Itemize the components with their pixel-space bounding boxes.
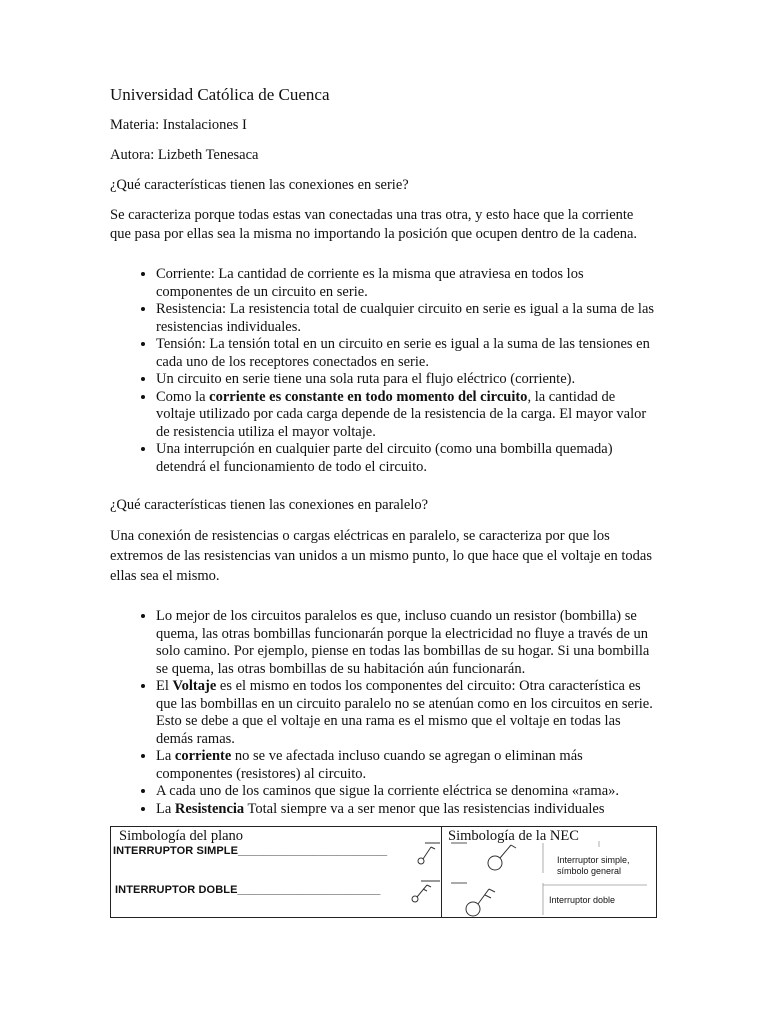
nec-simple-note-line2: símbolo general (557, 866, 622, 876)
nec-simple-note (557, 855, 630, 877)
paralelo-intro: Una conexión de resistencias o cargas eléctricas en paralelo, se caracteriza por que los extremos de las resistencias van unidos a un mismo punto, lo que hace que el voltaje en todas ellas sea el mismo. (110, 528, 653, 584)
list-item: • Lo mejor de los circuitos paralelos es que, incluso cuando un resistor (bombilla) se quema, las otras bombillas funcionarán porque la electricidad no fluye a través de un solo camino. Por ejemplo, piense en todas las bombillas de su hogar. Si una bombilla se quema, las otras bombillas de su habitación aún funcionarán. (156, 608, 656, 678)
nec-column-header: Simbología de la NEC (448, 828, 579, 844)
list-item: • Una interrupción en cualquier parte del circuito (como una bombilla quemada) detendrá el funcionamiento de todo el circuito. (156, 441, 656, 476)
paralelo-question: ¿Qué características tienen las conexiones en paralelo? (110, 497, 429, 513)
list-item: • La Resistencia Total siempre va a ser menor que las resistencias individuales (156, 801, 656, 819)
subject-line: Materia: Instalaciones I (110, 117, 247, 133)
double-switch-plan-icon (407, 879, 441, 909)
paralelo-bullet-list (110, 608, 656, 818)
nec-double-note: Interruptor doble (549, 895, 616, 905)
plan-column-header: Simbología del plano (119, 828, 244, 844)
symbol-table (110, 826, 657, 918)
institution-title: Universidad Católica de Cuenca (110, 85, 330, 104)
serie-question: ¿Qué características tienen las conexiones en serie? (110, 177, 409, 193)
list-item: • Resistencia: La resistencia total de cualquier circuito en serie es igual a la suma de las resistencias individuales. (156, 301, 656, 336)
list-item: • El Voltaje es el mismo en todos los componentes del circuito: Otra característica es que las bombillas en un circuito paralelo no se atenúan como en los circuitos en serie. Esto se debe a que el voltaje en una rama es el mismo que el voltaje en todas las demás ramas. (156, 678, 656, 748)
serie-intro: Se caracteriza porque todas estas van conectadas una tras otra, y esto hace que la corriente que pasa por ellas sea la misma no importando la posición que ocupen dentro de la cadena. (110, 207, 638, 242)
table-divider (441, 827, 442, 918)
list-item: • A cada uno de los caminos que sigue la corriente eléctrica se denomina «rama». (156, 783, 656, 801)
list-item: • Tensión: La tensión total en un circuito en serie es igual a la suma de las tensiones en cada uno de los receptores conectados en serie. (156, 336, 656, 371)
author-line: Autora: Lizbeth Tenesaca (110, 147, 259, 163)
document-body (110, 84, 656, 832)
double-switch-label: INTERRUPTOR DOBLE_______________________ (115, 884, 381, 896)
nec-simple-note-line1: Interruptor simple, (557, 855, 630, 865)
simple-switch-label: INTERRUPTOR SIMPLE________________________ (113, 845, 388, 857)
simple-switch-plan-icon (411, 839, 441, 869)
list-item: • Corriente: La cantidad de corriente es la misma que atraviesa en todos los componentes de un circuito en serie. (156, 266, 656, 301)
list-item: • Un circuito en serie tiene una sola ruta para el flujo eléctrico (corriente). (156, 371, 656, 389)
list-item: • Como la corriente es constante en todo momento del circuito, la cantidad de voltaje utilizado por cada carga depende de la resistencia de la carga. El mayor valor de resistencia utiliza el mayor voltaje. (156, 389, 656, 442)
list-item: • La corriente no se ve afectada incluso cuando se agregan o eliminan más componentes (resistores) al circuito. (156, 748, 656, 783)
serie-bullet-list (110, 266, 656, 476)
